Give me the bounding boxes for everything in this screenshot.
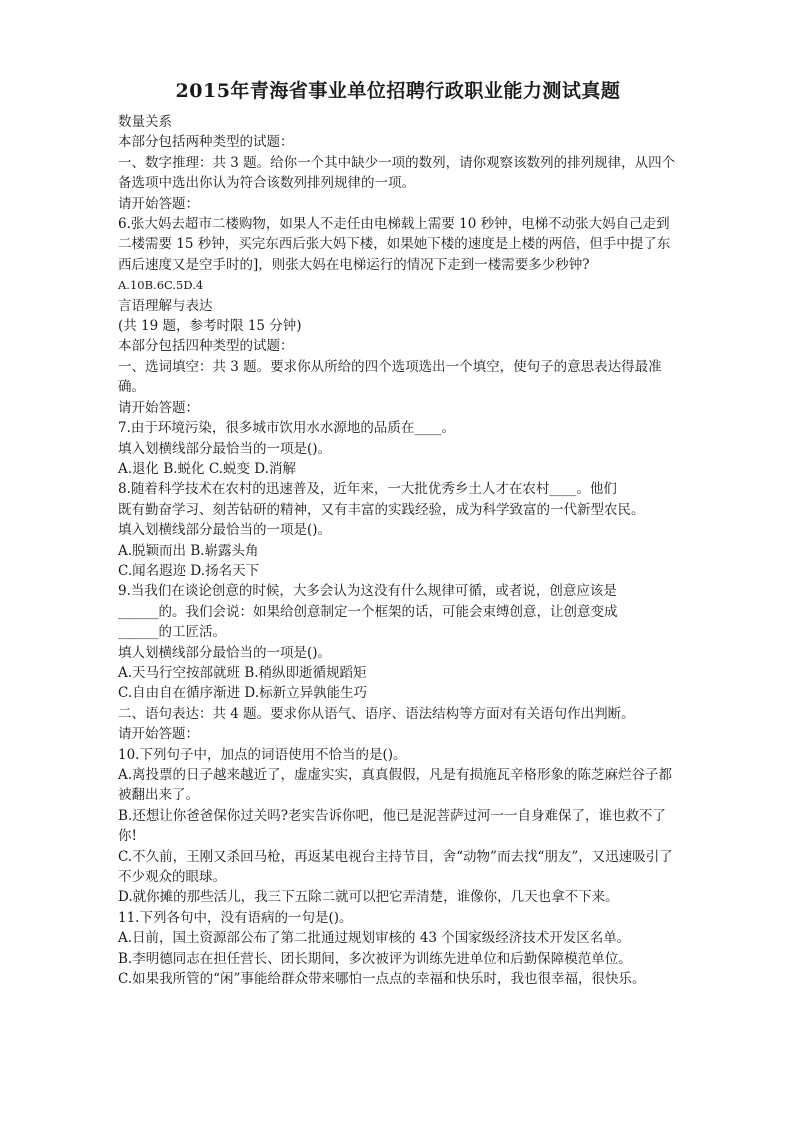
question-10-option-b: B.还想让你爸爸保你过关吗?老实告诉你吧，他已是泥菩萨过河一一自身难保了，谁也救不了你! [118,807,666,845]
question-10-option-c: C.不久前，王刚又杀回马枪，再返某电视台主持节目，舍“动物”而去找“朋友”，又迅速吸引了不少观众的眼球。 [118,848,673,886]
question-9-options-cd: C.自由自在循序渐进 D.标新立异孰能生巧 [118,685,368,702]
instruction-sentence-expression: 二、语句表达：共 4 题。要求你从语气、语序、语法结构等方面对有关语句作出判断。 [118,705,635,722]
question-7-prompt: 填入划横线部分最恰当的一项是()。 [118,440,332,457]
question-11-option-b: B.李明德同志在担任营长、团长期间，多次被评为训练先进单位和后勤保障模范单位。 [118,950,632,967]
question-7-options: A.退化 B.蜕化 C.蜕变 D.消解 [118,460,296,477]
question-9: 9.当我们在谈论创意的时候，大多会认为这没有什么规律可循，或者说，创意应该是 [118,583,617,600]
section-intro: 本部分包括四种类型的试题： [118,338,294,355]
section-intro: 本部分包括两种类型的试题： [118,134,294,151]
section-time-limit: (共 19 题，参考时限 15 分钟) [118,318,302,335]
question-10-option-a: A.离投票的日子越来越近了，虚虚实实，真真假假，凡是有损施瓦辛格形象的陈芝麻烂谷子都被翻出来了。 [118,767,673,804]
question-8-continued: 既有勤奋学习、刻苦钻研的精神，又有丰富的实践经验，成为科学致富的一代新型农民。 [118,501,645,518]
question-9-options-ab: A.天马行空按部就班 B.稍纵即逝循规蹈矩 [118,664,367,681]
question-11-option-c: C.如果我所管的“闲”事能给群众带来哪怕一点点的幸福和快乐时，我也很幸福，很快乐。 [118,971,646,988]
question-11-option-a: A.日前，国土资源部公布了第二批通过规划审核的 43 个国家级经济技术开发区名单。 [118,930,631,947]
question-10: 10.下列句子中，加点的词语使用不恰当的是()。 [118,746,407,763]
question-7: 7.由于环境污染，很多城市饮用水水源地的品质在____。 [118,420,455,437]
question-9-continued: ______的。我们会说：如果给创意制定一个框架的话，可能会束缚创意，让创意变成 [118,603,618,620]
start-answering-label: 请开始答题： [118,195,199,212]
question-6-options: A.10B.6C.5D.4 [118,278,204,293]
section-heading-verbal: 言语理解与表达 [118,297,213,314]
document-title: 2015年青海省事业单位招聘行政职业能力测试真题 [175,80,621,102]
question-6: 6.张大妈去超市二楼购物，如果人不走任由电梯载上需要 10 秒钟，电梯不动张大妈自己走到二楼需要 15 秒钟，买完东西后张大妈下楼，如果她下楼的速度是上楼的两倍，但手中提了东西后速度又是空手时的]，则张大妈在电梯运行的情况下走到一楼需要多少秒钟? [118,216,671,273]
question-9-prompt: 填人划横线部分最恰当的一项是()。 [118,644,332,661]
question-9-continued: ______的工匠活。 [118,624,226,641]
question-8: 8.随着科学技术在农村的迅速普及，近年来，一大批优秀乡土人才在农村____。他们 [118,481,617,498]
question-10-option-d: D.就你摊的那些活儿，我三下五除二就可以把它弄清楚，谁像你，几天也拿不下来。 [118,889,619,906]
question-8-prompt: 填入划横线部分最恰当的一项是()。 [118,522,332,539]
instruction-number-reasoning: 一、数字推理：共 3 题。给你一个其中缺少一项的数列，请你观察该数列的排列规律，从四个备选项中选出你认为符合该数列排列规律的一项。 [118,154,676,192]
document-page [118,78,678,989]
start-answering-label: 请开始答题： [118,399,199,416]
question-8-options-ab: A.脱颖而出 B.崭露头角 [118,542,259,559]
start-answering-label: 请开始答题： [118,726,199,743]
section-heading-quantity: 数量关系 [118,114,172,130]
question-8-options-cd: C.闻名遐迩 D.扬名天下 [118,562,260,579]
instruction-fill-in: 一、选词填空：共 3 题。要求你从所给的四个选项选出一个填空，使句子的意思表达得最准确。 [118,358,662,396]
question-11: 11.下列各句中，没有语病的一句是()。 [118,909,353,926]
